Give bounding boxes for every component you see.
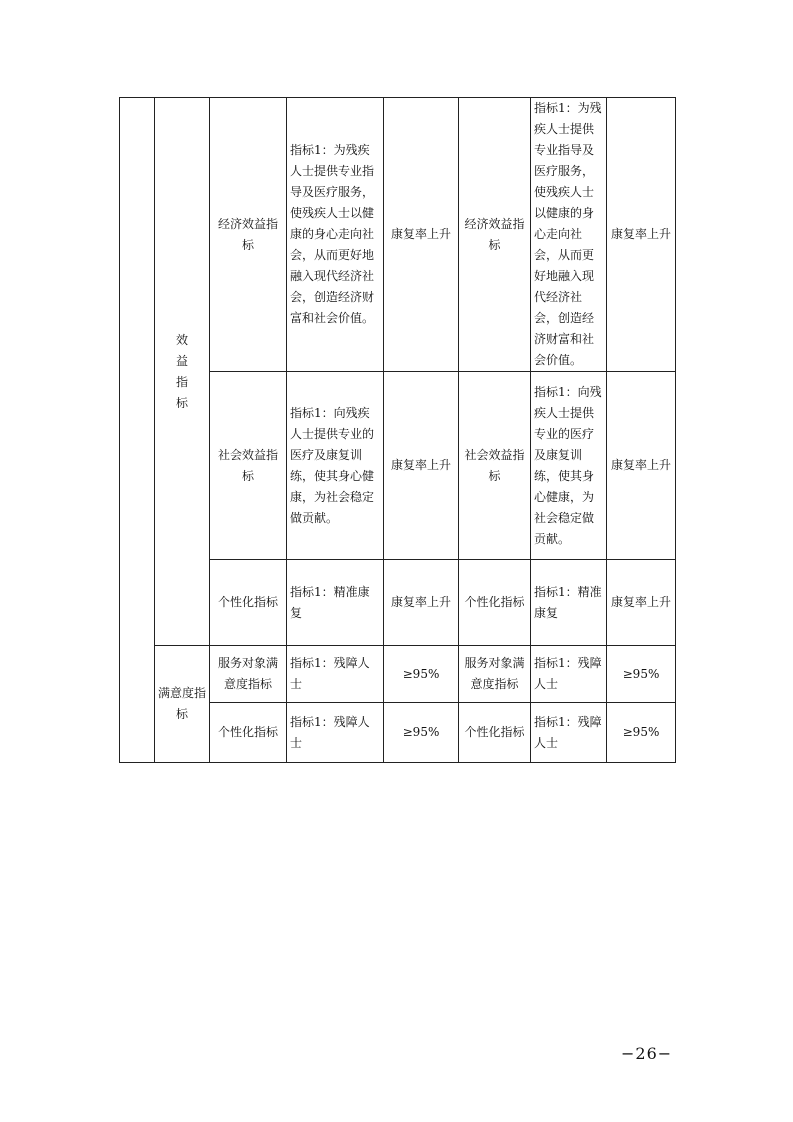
social-benefit-label: 社会效益指标 (210, 372, 287, 560)
economic-benefit-label: 经济效益指标 (210, 98, 287, 372)
category-benefit-indicator: 效益指标 (155, 98, 210, 646)
personalized-satisfaction-content: 指标1：残障人士 (287, 703, 384, 763)
economic-benefit-target-2: 康复率上升 (607, 98, 676, 372)
social-benefit-label-2: 社会效益指标 (459, 372, 531, 560)
personalized-satisfaction-label-2: 个性化指标 (459, 703, 531, 763)
service-satisfaction-label-2: 服务对象满意度指标 (459, 646, 531, 703)
performance-indicator-table (119, 97, 676, 763)
economic-benefit-content: 指标1：为残疾人士提供专业指导及医疗服务，使残疾人士以健康的身心走向社会，从而更好地融入现代经济社会，创造经济财富和社会价值。 (287, 98, 384, 372)
personalized-target-2: 康复率上升 (607, 560, 676, 646)
economic-benefit-label-2: 经济效益指标 (459, 98, 531, 372)
personalized-content: 指标1：精准康复 (287, 560, 384, 646)
personalized-content-2: 指标1：精准康复 (531, 560, 607, 646)
social-benefit-content: 指标1：向残疾人士提供专业的医疗及康复训练，使其身心健康，为社会稳定做贡献。 (287, 372, 384, 560)
personalized-label: 个性化指标 (210, 560, 287, 646)
service-satisfaction-content-2: 指标1：残障人士 (531, 646, 607, 703)
personalized-satisfaction-target-2: ≥95% (607, 703, 676, 763)
social-benefit-target-2: 康复率上升 (607, 372, 676, 560)
economic-benefit-content-2: 指标1：为残疾人士提供专业指导及医疗服务，使残疾人士以健康的身心走向社会，从而更好地融入现代经济社会，创造经济财富和社会价值。 (531, 98, 607, 372)
personalized-target: 康复率上升 (384, 560, 459, 646)
personalized-satisfaction-target: ≥95% (384, 703, 459, 763)
table-row-economic (120, 98, 676, 372)
service-satisfaction-label: 服务对象满意度指标 (210, 646, 287, 703)
service-satisfaction-target-2: ≥95% (607, 646, 676, 703)
level1-blank-cell (120, 98, 155, 763)
table-row-service-satisfaction (120, 646, 676, 703)
social-benefit-content-2: 指标1：向残疾人士提供专业的医疗及康复训练，使其身心健康，为社会稳定做贡献。 (531, 372, 607, 560)
category-satisfaction-indicator: 满意度指标 (155, 646, 210, 763)
personalized-satisfaction-content-2: 指标1：残障人士 (531, 703, 607, 763)
page-number: −26− (621, 1044, 673, 1063)
service-satisfaction-target: ≥95% (384, 646, 459, 703)
economic-benefit-target: 康复率上升 (384, 98, 459, 372)
personalized-satisfaction-label: 个性化指标 (210, 703, 287, 763)
service-satisfaction-content: 指标1：残障人士 (287, 646, 384, 703)
personalized-label-2: 个性化指标 (459, 560, 531, 646)
social-benefit-target: 康复率上升 (384, 372, 459, 560)
